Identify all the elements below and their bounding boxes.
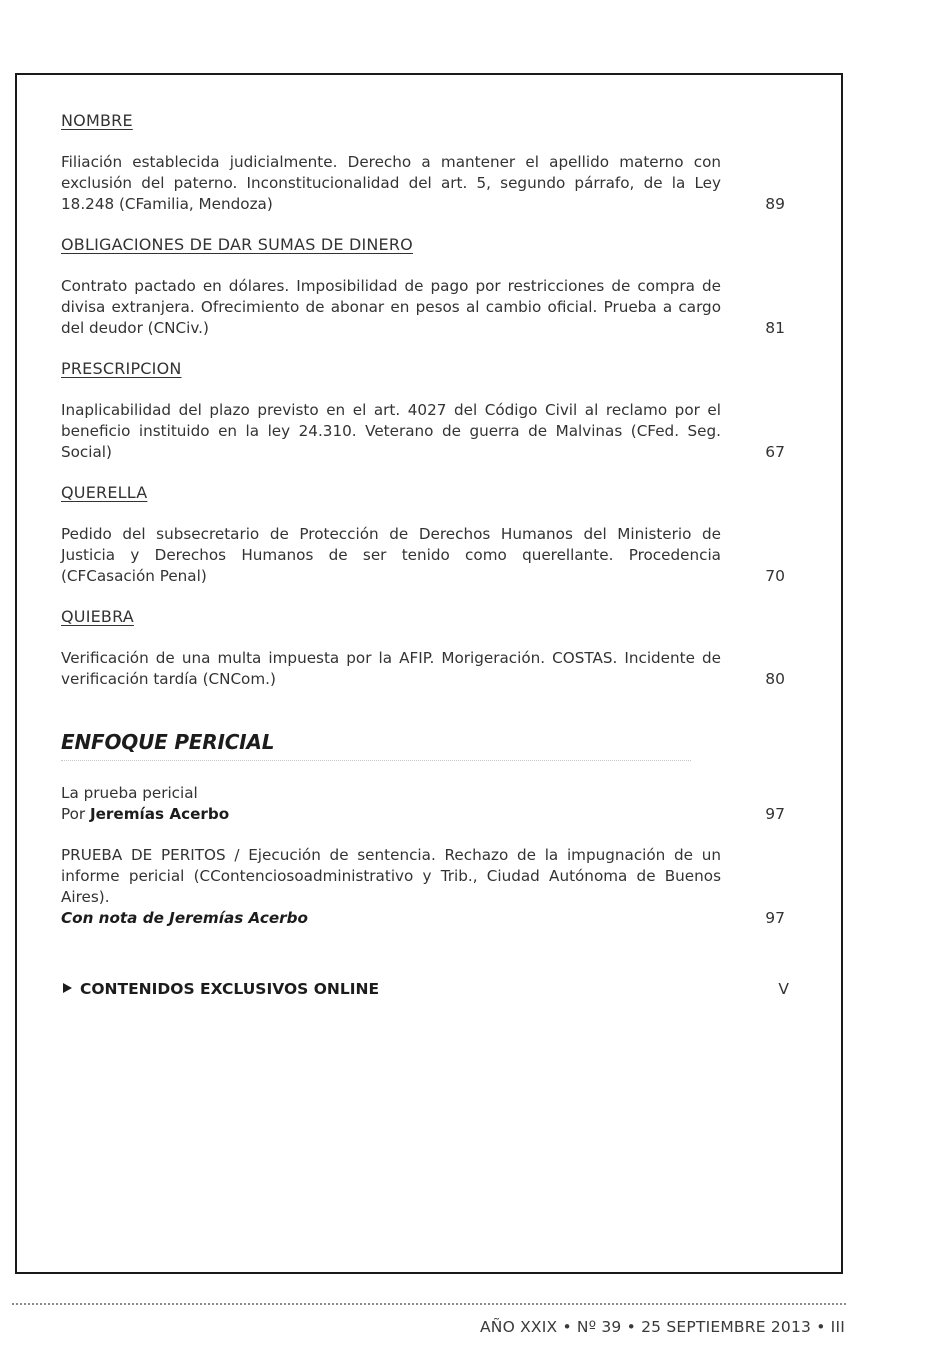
index-entry[interactable] <box>61 524 807 587</box>
section-heading: OBLIGACIONES DE DAR SUMAS DE DINERO <box>61 235 413 254</box>
online-page-number: V <box>778 980 789 998</box>
enfoque-pericial-title: ENFOQUE PERICIAL <box>61 730 275 754</box>
index-group-obligaciones <box>61 235 807 339</box>
section-heading: NOMBRE <box>61 111 133 130</box>
index-entry[interactable] <box>61 152 807 215</box>
section-divider <box>61 760 691 761</box>
index-group-nombre <box>61 111 807 215</box>
entry-text <box>61 783 721 825</box>
entry-page-number: 80 <box>765 670 785 688</box>
entry-text <box>61 845 721 929</box>
index-entry-prueba-de-peritos[interactable] <box>61 845 807 929</box>
online-contents-link[interactable] <box>61 979 807 1000</box>
entry-page-number: 97 <box>765 909 785 927</box>
entry-page-number: 97 <box>765 805 785 823</box>
entry-page-number: 67 <box>765 443 785 461</box>
entry-text: Filiación establecida judicialmente. Derecho a mantener el apellido materno con exclusión del paterno. Inconstitucionalidad del art. 5, segundo párrafo, de la Ley 18.248 (CFamilia, Mendoza) <box>61 153 721 213</box>
section-heading: QUERELLA <box>61 483 148 502</box>
author-prefix: Por <box>61 805 90 823</box>
online-label: CONTENIDOS EXCLUSIVOS ONLINE <box>80 980 380 998</box>
index-group-quiebra <box>61 607 807 690</box>
footer-dotted-divider <box>12 1303 846 1305</box>
index-entry[interactable] <box>61 400 807 463</box>
entry-body: PRUEBA DE PERITOS / Ejecución de sentencia. Rechazo de la impugnación de un informe pericial (CContenciosoadministrativo y Trib., Ciudad Autónoma de Buenos Aires). <box>61 846 721 906</box>
index-content <box>61 111 807 1000</box>
entry-text: Contrato pactado en dólares. Imposibilidad de pago por restricciones de compra de divisa extranjera. Ofrecimiento de abonar en pesos al cambio oficial. Prueba a cargo del deudor (CNCiv.) <box>61 277 721 337</box>
entry-text: Pedido del subsecretario de Protección de Derechos Humanos del Ministerio de Justicia y Derechos Humanos de ser tenido como querellante. Procedencia (CFCasación Penal) <box>61 525 721 585</box>
section-heading: PRESCRIPCION <box>61 359 182 378</box>
index-group-prescripcion <box>61 359 807 463</box>
content-frame <box>15 73 843 1274</box>
index-entry[interactable] <box>61 648 807 690</box>
author-name: Jeremías Acerbo <box>89 805 230 823</box>
entry-note: Con nota de Jeremías Acerbo <box>61 909 308 927</box>
entry-page-number: 70 <box>765 567 785 585</box>
index-group-querella <box>61 483 807 587</box>
entry-text: Verificación de una multa impuesta por la AFIP. Morigeración. COSTAS. Incidente de verificación tardía (CNCom.) <box>61 649 721 688</box>
index-entry-prueba-pericial[interactable] <box>61 783 807 825</box>
entry-page-number: 81 <box>765 319 785 337</box>
page-footer: AÑO XXIX • Nº 39 • 25 SEPTIEMBRE 2013 • III <box>479 1318 845 1336</box>
entry-page-number: 89 <box>765 195 785 213</box>
section-heading: QUIEBRA <box>61 607 134 626</box>
entry-text: Inaplicabilidad del plazo previsto en el art. 4027 del Código Civil al reclamo por el beneficio instituido en la ley 24.310. Veterano de guerra de Malvinas (CFed. Seg. Social) <box>61 401 721 461</box>
index-entry[interactable] <box>61 276 807 339</box>
play-triangle-icon <box>63 983 72 993</box>
entry-title: La prueba pericial <box>61 784 198 802</box>
